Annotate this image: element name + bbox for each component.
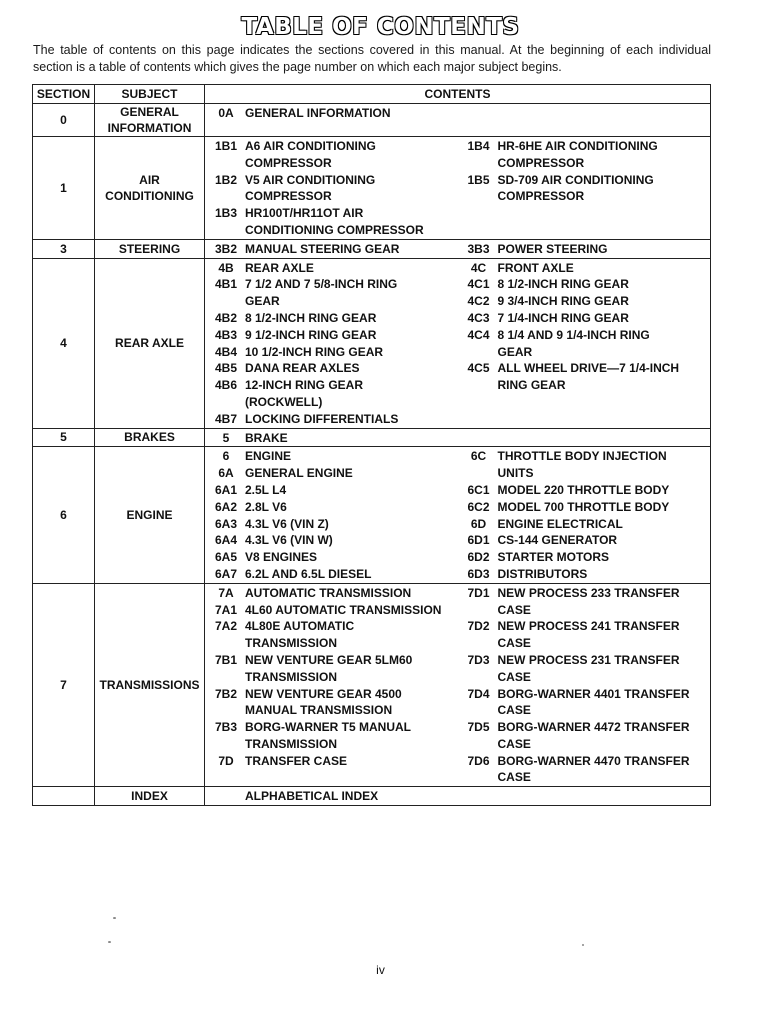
entry-code: 4B6 <box>214 378 237 393</box>
contents-entry <box>462 566 711 583</box>
contents-entry <box>209 719 458 753</box>
entry-code: 7D5 <box>467 720 490 735</box>
entry-label: DISTRIBUTORS <box>497 566 588 581</box>
left-column <box>205 430 458 447</box>
entry-code: 4B2 <box>214 310 237 325</box>
entry-code: 6A3 <box>214 516 237 531</box>
subject-cell <box>95 239 205 258</box>
entry-code: 7D <box>218 753 234 768</box>
subject-label: BRAKES <box>124 430 175 445</box>
entry-label: LOCKING DIFFERENTIALS <box>245 411 399 426</box>
contents-entry <box>462 172 711 206</box>
entry-code: 4C2 <box>467 294 490 309</box>
contents-entry <box>209 276 458 310</box>
entry-label: POWER STEERING <box>497 241 608 256</box>
entry-label: 4.3L V6 (VIN W) <box>245 533 333 548</box>
entry-code: 7D6 <box>467 753 490 768</box>
contents-entry <box>209 602 458 619</box>
entry-label: MODEL 220 THROTTLE BODY <box>497 482 670 497</box>
entry-label: NEW VENTURE GEAR 4500 MANUAL TRANSMISSION <box>245 686 402 718</box>
contents-entry <box>209 753 458 770</box>
right-column <box>458 260 711 428</box>
entry-label: 9 3/4-INCH RING GEAR <box>497 294 629 309</box>
entry-label: THROTTLE BODY INJECTION UNITS <box>497 449 667 481</box>
entry-label: 9 1/2-INCH RING GEAR <box>245 327 377 342</box>
entry-code: 6D3 <box>467 566 490 581</box>
entry-label: 10 1/2-INCH RING GEAR <box>245 344 384 359</box>
entry-code: 7D3 <box>467 652 490 667</box>
contents-entry <box>462 719 711 753</box>
entry-code: 3B2 <box>214 241 237 256</box>
entry-code: 7B3 <box>214 720 237 735</box>
entry-label: BORG-WARNER 4401 TRANSFER CASE <box>497 686 690 718</box>
entry-label: AUTOMATIC TRANSMISSION <box>245 585 412 600</box>
entry-label: 4.3L V6 (VIN Z) <box>245 516 329 531</box>
contents-entry <box>209 788 458 805</box>
subject-cell <box>95 787 205 806</box>
contents-entry <box>209 448 458 465</box>
entry-code: 6A <box>218 466 234 481</box>
table-row <box>33 137 711 240</box>
contents-entry <box>462 448 711 482</box>
entry-code: 7B1 <box>214 652 237 667</box>
section-number: 0 <box>33 104 95 137</box>
page-title: TABLE OF CONTENTS <box>241 14 520 40</box>
entry-code: 4B3 <box>214 327 237 342</box>
contents-table <box>32 84 711 806</box>
entry-code: 4C <box>470 260 487 275</box>
section-number: 4 <box>33 258 95 428</box>
table-body <box>33 104 711 806</box>
left-column <box>205 260 458 428</box>
contents-entry <box>209 585 458 602</box>
entry-label: 8 1/2-INCH RING GEAR <box>245 310 377 325</box>
entry-code: 1B4 <box>467 139 490 153</box>
entry-label: FRONT AXLE <box>497 260 574 275</box>
table-row <box>33 787 711 806</box>
entry-label: ALPHABETICAL INDEX <box>245 789 379 804</box>
entry-code: 4C3 <box>467 310 490 325</box>
entry-code: 6D <box>470 516 487 531</box>
contents-entry <box>209 360 458 377</box>
subject-cell <box>95 583 205 787</box>
entry-label: V5 AIR CONDITIONING COMPRESSOR <box>245 172 376 204</box>
header-contents: CONTENTS <box>205 85 711 104</box>
intro-paragraph: The table of contents on this page indicates the sections covered in this manual. At the beginning of each individual section is a table of contents which gives the page number on which each major subject begins. <box>33 43 711 74</box>
header-subject: SUBJECT <box>95 85 205 104</box>
entry-code: 4B7 <box>214 411 237 426</box>
entry-code: 6A7 <box>214 566 237 581</box>
entry-code: 0A <box>218 106 234 120</box>
scan-speck <box>113 917 116 919</box>
entry-code <box>209 788 243 805</box>
contents-entry <box>462 618 711 652</box>
contents-entry <box>209 377 458 411</box>
entry-code: 7A2 <box>214 619 237 634</box>
contents-cell <box>205 428 711 447</box>
entry-code: 6C2 <box>467 499 490 514</box>
table-row <box>33 428 711 447</box>
section-number: 1 <box>33 137 95 240</box>
entry-label: 8 1/4 AND 9 1/4-INCH RING GEAR <box>497 327 650 359</box>
section-number: 3 <box>33 239 95 258</box>
scan-speck <box>108 941 111 943</box>
entry-label: HR-6HE AIR CONDITIONING COMPRESSOR <box>497 139 658 170</box>
contents-cell <box>205 258 711 428</box>
subject-label: ENGINE <box>126 508 173 523</box>
entry-code: 1B3 <box>214 206 237 221</box>
entry-code: 1B2 <box>214 172 237 187</box>
contents-entry <box>462 276 711 293</box>
contents-entry <box>209 516 458 533</box>
entry-label: 12-INCH RING GEAR (ROCKWELL) <box>245 378 364 409</box>
contents-entry <box>209 465 458 482</box>
entry-label: TRANSFER CASE <box>245 753 348 768</box>
entry-code: 6 <box>222 449 230 464</box>
entry-label: BRAKE <box>245 430 288 445</box>
entry-code: 6A4 <box>214 533 237 548</box>
entry-label: 4L80E AUTOMATIC TRANSMISSION <box>245 619 355 651</box>
contents-entry <box>209 686 458 720</box>
contents-entry <box>462 310 711 327</box>
subject-label: STEERING <box>118 241 181 256</box>
entry-label: NEW VENTURE GEAR 5LM60 TRANSMISSION <box>245 652 413 684</box>
section-number: 7 <box>33 583 95 787</box>
contents-entry <box>209 205 458 239</box>
right-column <box>458 241 711 258</box>
contents-entry <box>209 327 458 344</box>
entry-label: CS-144 GENERATOR <box>497 533 618 548</box>
entry-code: 6D1 <box>467 533 490 548</box>
subject-cell <box>95 447 205 583</box>
contents-entry <box>209 260 458 277</box>
entry-code: 4C1 <box>467 277 490 292</box>
entry-code: 6C <box>470 449 487 464</box>
subject-label: GENERAL INFORMATION <box>107 105 192 135</box>
entry-code: 1B5 <box>467 172 490 187</box>
contents-entry <box>462 652 711 686</box>
subject-label: INDEX <box>131 789 168 804</box>
contents-entry <box>209 482 458 499</box>
left-column <box>205 585 458 787</box>
entry-label: MODEL 700 THROTTLE BODY <box>497 499 670 514</box>
section-number: 6 <box>33 447 95 583</box>
contents-entry <box>462 260 711 277</box>
entry-label: STARTER MOTORS <box>497 550 610 565</box>
entry-code: 7B2 <box>214 686 237 701</box>
contents-entry <box>209 618 458 652</box>
entry-code: 6D2 <box>467 550 490 565</box>
table-header-row <box>33 85 711 104</box>
entry-label: DANA REAR AXLES <box>245 361 360 376</box>
contents-entry <box>209 532 458 549</box>
entry-label: 8 1/2-INCH RING GEAR <box>497 277 629 292</box>
contents-entry <box>462 585 711 619</box>
contents-entry <box>462 138 711 172</box>
entry-code: 7D4 <box>467 686 490 701</box>
contents-entry <box>462 293 711 310</box>
table-row <box>33 104 711 137</box>
entry-code: 4B1 <box>214 277 237 292</box>
entry-code: 1B1 <box>214 139 237 153</box>
contents-entry <box>209 241 458 258</box>
contents-cell <box>205 137 711 240</box>
contents-entry <box>462 482 711 499</box>
entry-label: ENGINE <box>245 449 292 464</box>
entry-label: BORG-WARNER 4470 TRANSFER CASE <box>497 753 690 785</box>
left-column <box>205 241 458 258</box>
entry-code: 6A1 <box>214 482 237 497</box>
entry-code: 6A5 <box>214 550 237 565</box>
entry-label: NEW PROCESS 233 TRANSFER CASE <box>497 585 680 617</box>
entry-label: MANUAL STEERING GEAR <box>245 241 400 256</box>
contents-entry <box>462 686 711 720</box>
entry-label: HR100T/HR11OT AIR CONDITIONING COMPRESSOR <box>245 206 424 237</box>
right-column <box>458 430 711 447</box>
subject-cell <box>95 258 205 428</box>
table-row <box>33 583 711 787</box>
contents-entry <box>209 566 458 583</box>
table-row <box>33 258 711 428</box>
entry-label: SD-709 AIR CONDITIONING COMPRESSOR <box>497 172 654 204</box>
entry-label: 4L60 AUTOMATIC TRANSMISSION <box>245 602 442 617</box>
entry-label: 2.8L V6 <box>245 499 287 514</box>
entry-code: 6C1 <box>467 482 490 497</box>
subject-cell <box>95 104 205 137</box>
subject-label: TRANSMISSIONS <box>99 678 200 692</box>
entry-label: 7 1/4-INCH RING GEAR <box>497 310 629 325</box>
contents-entry <box>462 241 711 258</box>
page-number: iv <box>376 963 385 977</box>
entry-code: 4B <box>218 260 234 275</box>
entry-code: 4C5 <box>467 361 490 376</box>
entry-label: 2.5L L4 <box>245 482 287 497</box>
contents-cell <box>205 104 711 137</box>
contents-entry <box>209 411 458 428</box>
scan-speck <box>582 944 584 946</box>
entry-label: BORG-WARNER 4472 TRANSFER CASE <box>497 720 690 751</box>
table-row <box>33 447 711 583</box>
left-column <box>205 138 458 239</box>
subject-cell <box>95 428 205 447</box>
entry-code: 4C4 <box>467 327 490 342</box>
entry-code: 4B4 <box>214 344 237 359</box>
contents-entry <box>462 516 711 533</box>
entry-label: NEW PROCESS 231 TRANSFER CASE <box>497 652 680 684</box>
entry-label: GENERAL INFORMATION <box>245 106 391 120</box>
right-column <box>458 105 711 122</box>
right-column <box>458 585 711 787</box>
entry-code: 7D2 <box>467 619 490 634</box>
right-column <box>458 138 711 239</box>
entry-code: 6A2 <box>214 499 237 514</box>
contents-cell <box>205 787 711 806</box>
contents-cell <box>205 447 711 583</box>
entry-label: 6.2L AND 6.5L DIESEL <box>245 566 372 581</box>
entry-label: 7 1/2 AND 7 5/8-INCH RING GEAR <box>245 277 398 309</box>
table-row <box>33 239 711 258</box>
left-column <box>205 448 458 582</box>
entry-label: ALL WHEEL DRIVE—7 1/4-INCH RING GEAR <box>497 361 680 393</box>
contents-entry <box>209 652 458 686</box>
contents-entry <box>209 344 458 361</box>
entry-code: 7D1 <box>467 585 490 600</box>
left-column <box>205 788 458 805</box>
contents-entry <box>462 499 711 516</box>
subject-label: AIR CONDITIONING <box>105 172 194 203</box>
contents-entry <box>462 327 711 361</box>
section-number <box>33 787 95 806</box>
right-column <box>458 448 711 582</box>
contents-entry <box>462 360 711 394</box>
contents-entry <box>209 549 458 566</box>
entry-label: V8 ENGINES <box>245 550 318 565</box>
contents-cell <box>205 239 711 258</box>
contents-entry <box>209 105 458 122</box>
entry-label: REAR AXLE <box>245 260 314 275</box>
entry-code: 7A <box>218 585 234 600</box>
entry-code: 3B3 <box>467 241 490 256</box>
entry-label: BORG-WARNER T5 MANUAL TRANSMISSION <box>245 720 411 751</box>
left-column <box>205 105 458 122</box>
entry-label: NEW PROCESS 241 TRANSFER CASE <box>497 619 680 651</box>
subject-cell <box>95 137 205 240</box>
contents-entry <box>462 532 711 549</box>
contents-entry <box>462 549 711 566</box>
entry-code: 5 <box>222 430 230 445</box>
contents-entry <box>209 430 458 447</box>
entry-label: GENERAL ENGINE <box>245 466 353 481</box>
contents-cell <box>205 583 711 787</box>
entry-code: 4B5 <box>214 361 237 376</box>
right-column <box>458 788 711 805</box>
entry-code: 7A1 <box>214 602 237 617</box>
contents-entry <box>209 172 458 206</box>
entry-label: ENGINE ELECTRICAL <box>497 516 623 531</box>
subject-label: REAR AXLE <box>115 336 184 351</box>
contents-entry <box>462 753 711 787</box>
contents-entry <box>209 499 458 516</box>
header-section: SECTION <box>33 85 95 104</box>
contents-entry <box>209 138 458 172</box>
contents-entry <box>209 310 458 327</box>
section-number: 5 <box>33 428 95 447</box>
entry-label: A6 AIR CONDITIONING COMPRESSOR <box>245 139 376 170</box>
